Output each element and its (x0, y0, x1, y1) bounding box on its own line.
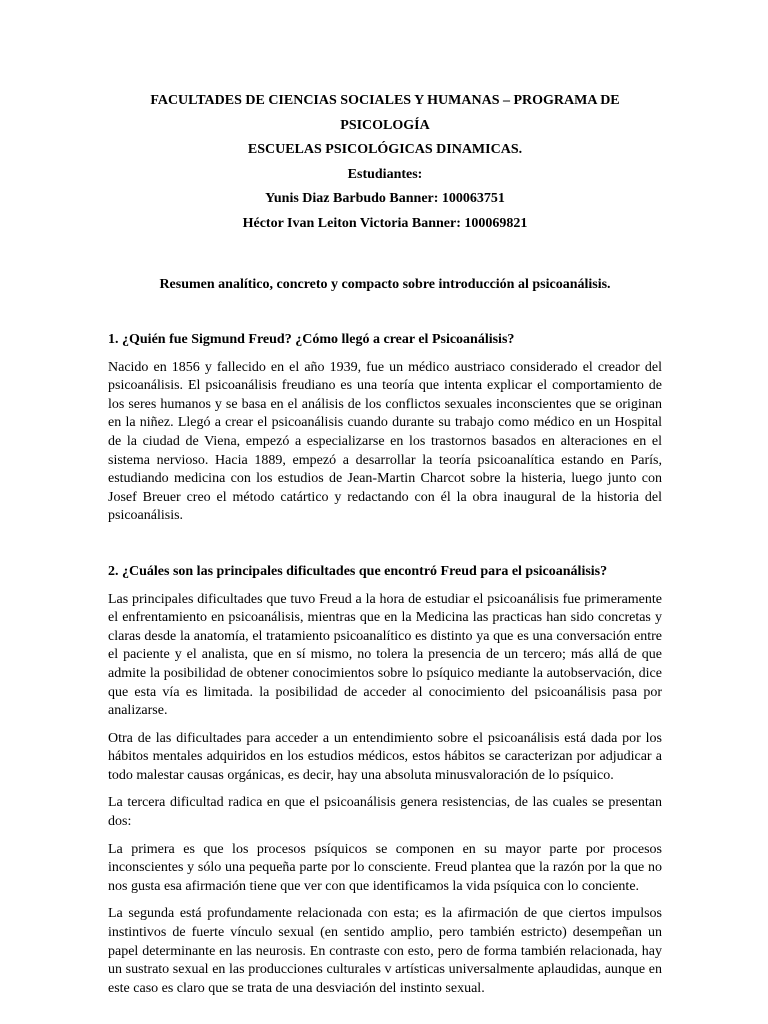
student-2: Héctor Ivan Leiton Victoria Banner: 100069821 (242, 215, 528, 231)
paragraph: Las principales dificultades que tuvo Freud a la hora de estudiar el psicoanálisis fue primeramente el enfrentamiento en psicoanálisis, mientras que en la Medicina las practicas han sido concretas y claras desde la anatomía, el tratamiento psicoanalítico es distinto ya que es una conversación entre el paciente y el analista, que en sí mismo, no tolera la presencia de un tercero; más allá de que admite la posibilidad de obtener conocimientos sobre lo psíquico mediante la autobservación, dice que esta vía es limitada. la posibilidad de acceder al conocimiento del psicoanálisis pasa por analizarse. (108, 591, 662, 719)
students-label: Estudiantes: (347, 166, 423, 182)
section-1 (108, 331, 662, 526)
paragraph: La primera es que los procesos psíquicos se componen en su mayor parte por procesos inconscientes y sólo una pequeña parte por lo consciente. Freud plantea que la razón por la que no nos gusta esa afirmación tiene que ver con que identificamos la vida psíquica con lo conciente. (108, 841, 662, 894)
document-header (120, 89, 650, 236)
section-2 (108, 563, 662, 998)
program-title: PSICOLOGÍA (340, 117, 430, 133)
student-1: Yunis Diaz Barbudo Banner: 100063751 (265, 191, 505, 206)
paragraph: Otra de las dificultades para acceder a un entendimiento sobre el psicoanálisis está dada por los hábitos mentales adquiridos en los estudios médicos, estos hábitos se caracterizan por adjudicar a todo malestar causas orgánicas, es decir, hay una absoluta minusvaloración de lo psíquico. (108, 730, 662, 783)
summary-title: Resumen analítico, concreto y compacto sobre introducción al psicoanálisis. (159, 277, 611, 292)
faculty-title: FACULTADES DE CIENCIAS SOCIALES Y HUMANAS – PROGRAMA DE (150, 93, 620, 108)
section-spacer (108, 535, 662, 563)
paragraph: Nacido en 1856 y fallecido en el año 1939, fue un médico austriaco considerado el creador del psicoanálisis. El psicoanálisis freudiano es una teoría que intenta explicar el comportamiento de los seres humanos y se basa en el análisis de los conflictos sexuales inconscientes que se originan en la niñez. Llegó a crear el psicoanálisis cuando durante su trabajo como médico en un Hospital de la ciudad de Viena, empezó a especializarse en los trastornos basados en alteraciones en el sistema nervioso. Hacia 1889, empezó a desarrollar la teoría psicoanalítica estando en París, estudiando medicina con los estudios de Jean-Martin Charcot sobre la histeria, luego junto con Josef Breuer creo el método catártico y redactando con él la obra inaugural de la historia del psicoanálisis. (108, 359, 662, 524)
section-heading: 2. ¿Cuáles son las principales dificultades que encontró Freud para el psicoanálisis? (108, 563, 608, 579)
section-heading: 1. ¿Quién fue Sigmund Freud? ¿Cómo llegó a crear el Psicoanálisis? (108, 332, 515, 347)
course-title: ESCUELAS PSICOLÓGICAS DINAMICAS. (247, 142, 523, 157)
document-body (108, 331, 662, 1007)
paragraph: La segunda está profundamente relacionada con esta; es la afirmación de que ciertos impulsos instintivos de fuerte vínculo sexual (en sentido amplio, pero también estricto) desempeñan un papel determinante en las neurosis. En contraste con esto, pero de forma también relacionada, hay un sustrato sexual en las producciones culturales v artísticas universalmente aplaudidas, aunque en este caso es claro que se trata de una desviación del instinto sexual. (108, 906, 662, 996)
paragraph: La tercera dificultad radica en que el psicoanálisis genera resistencias, de las cuales se presentan dos: (108, 795, 662, 830)
